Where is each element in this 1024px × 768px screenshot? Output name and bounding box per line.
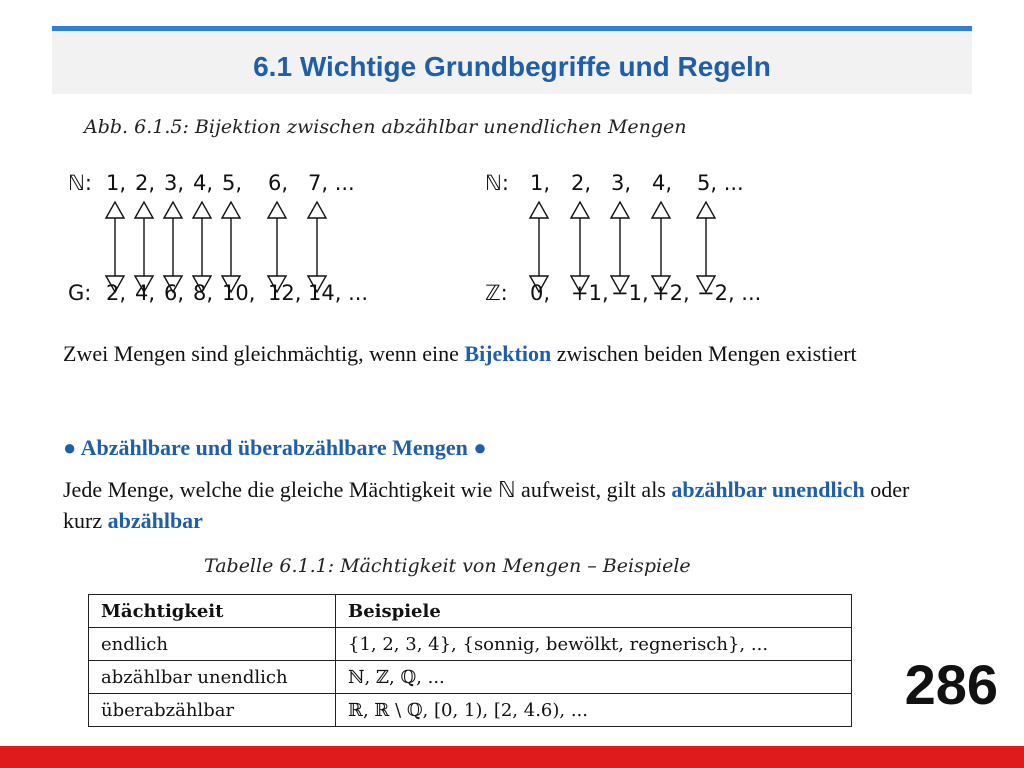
column-header-beispiele: Beispiele <box>336 595 852 628</box>
para2-text-middle: oder kurz <box>63 477 910 533</box>
right-top-value: 2, <box>571 171 592 195</box>
left-top-value: 4, <box>193 171 214 195</box>
right-bottom-value: −1, <box>611 281 649 305</box>
double-arrow-icon <box>164 202 182 292</box>
right-bottom-value: +2, <box>652 281 690 305</box>
right-mapping <box>485 171 761 305</box>
right-top-value: 3, <box>611 171 632 195</box>
figure-caption: Abb. 6.1.5: Bijektion zwischen abzählbar unendlichen Mengen <box>84 116 687 138</box>
left-top-value: 3, <box>164 171 185 195</box>
left-bottom-value: 14, ... <box>308 281 369 305</box>
left-top-value: 1, <box>106 171 127 195</box>
footer-bar <box>0 746 1024 768</box>
left-bottom-value: 4, <box>135 281 156 305</box>
table-cell: abzählbar unendlich <box>89 661 336 694</box>
double-arrow-icon <box>530 202 548 292</box>
double-arrow-icon <box>571 202 589 292</box>
table-cell: ℕ, ℤ, ℚ, ... <box>336 661 852 694</box>
right-bottom-value: −2, ... <box>697 281 762 305</box>
cardinality-table <box>88 594 852 727</box>
left-bottom-value: 10, <box>222 281 256 305</box>
right-top-value: 1, <box>530 171 551 195</box>
abzaehlbar-unendlich-term: abzählbar unendlich <box>671 477 865 502</box>
double-arrow-icon <box>106 202 124 292</box>
para2-text-before: Jede Menge, welche die gleiche Mächtigkeit wie ℕ aufweist, gilt als <box>63 477 672 502</box>
double-arrow-icon <box>652 202 670 292</box>
bijektion-term: Bijektion <box>464 341 552 366</box>
left-top-value: 6, <box>268 171 289 195</box>
double-arrow-icon <box>135 202 153 292</box>
left-top-value: 2, <box>135 171 156 195</box>
double-arrow-icon <box>268 202 286 292</box>
column-header-maechtigkeit: Mächtigkeit <box>89 595 336 628</box>
table-cell: überabzählbar <box>89 694 336 727</box>
left-bottom-label: G: <box>68 281 92 305</box>
right-top-value: 4, <box>652 171 673 195</box>
left-bottom-value: 6, <box>164 281 185 305</box>
double-arrow-icon <box>697 202 715 292</box>
right-top-label: ℕ: <box>485 171 509 195</box>
page-number: 286 <box>904 653 998 716</box>
left-top-label: ℕ: <box>68 171 92 195</box>
left-bottom-value: 8, <box>193 281 214 305</box>
double-arrow-icon <box>611 202 629 292</box>
right-bottom-value: 0, <box>530 281 551 305</box>
left-top-value: 5, <box>222 171 243 195</box>
right-bottom-label: ℤ: <box>485 281 508 305</box>
bijection-figure <box>60 160 780 310</box>
slide-header <box>52 26 972 94</box>
double-arrow-icon <box>222 202 240 292</box>
table-row <box>89 694 852 727</box>
double-arrow-icon <box>308 202 326 292</box>
table-row <box>89 661 852 694</box>
right-bottom-value: +1, <box>571 281 609 305</box>
table-header-row <box>89 595 852 628</box>
table-cell: {1, 2, 3, 4}, {sonnig, bewölkt, regnerisch}, ... <box>336 628 852 661</box>
table-row <box>89 628 852 661</box>
abzaehlbar-term: abzählbar <box>107 508 203 533</box>
left-bottom-value: 2, <box>106 281 127 305</box>
table-cell: ℝ, ℝ \ ℚ, [0, 1), [2, 4.6), ... <box>336 694 852 727</box>
table-cell: endlich <box>89 628 336 661</box>
section-heading: ● Abzählbare und überabzählbare Mengen ● <box>63 435 487 460</box>
left-mapping <box>68 171 368 305</box>
para1-text-before: Zwei Mengen sind gleichmächtig, wenn eine <box>63 341 465 366</box>
definition-paragraph <box>63 338 923 369</box>
table-caption: Tabelle 6.1.1: Mächtigkeit von Mengen – Beispiele <box>204 555 691 577</box>
countable-paragraph <box>63 474 923 536</box>
para1-text-after: zwischen beiden Mengen existiert <box>551 341 857 366</box>
double-arrow-icon <box>193 202 211 292</box>
slide-title: 6.1 Wichtige Grundbegriffe und Regeln <box>253 51 771 82</box>
right-top-value: 5, ... <box>697 171 744 195</box>
left-top-value: 7, ... <box>308 171 355 195</box>
left-bottom-value: 12, <box>268 281 302 305</box>
